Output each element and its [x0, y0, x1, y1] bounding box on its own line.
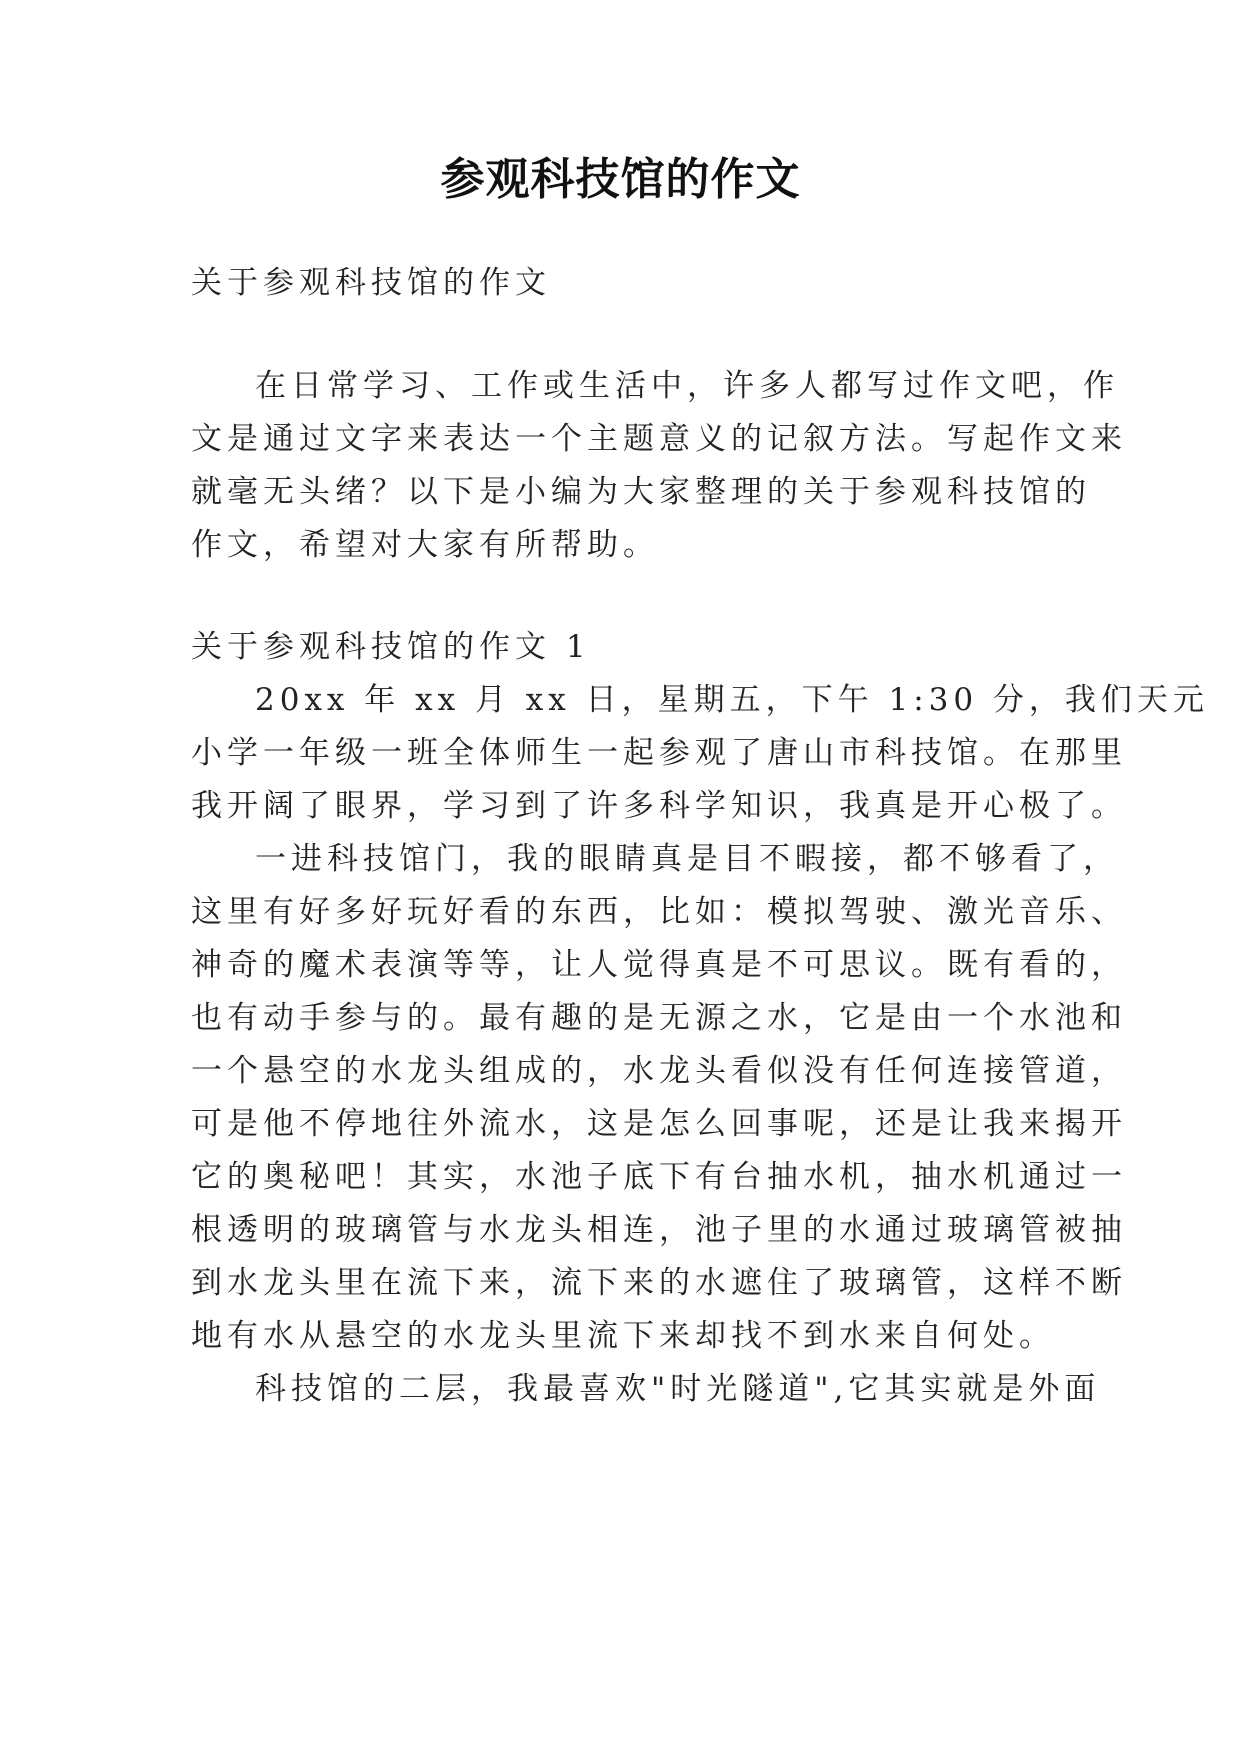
intro-line: 在日常学习、工作或生活中，许多人都写过作文吧，作: [255, 368, 1119, 404]
paragraph-line: 根透明的玻璃管与水龙头相连，池子里的水通过玻璃管被抽: [191, 1212, 1127, 1248]
paragraph-line: 科技馆的二层，我最喜欢"时光隧道",它其实就是外面: [255, 1371, 1101, 1407]
section-heading: 关于参观科技馆的作文 1: [191, 629, 591, 665]
paragraph-line: 20xx 年 xx 月 xx 日，星期五，下午 1:30 分，我们天元: [255, 682, 1209, 718]
paragraph-line: 神奇的魔术表演等等，让人觉得真是不可思议。既有看的，: [191, 947, 1127, 983]
paragraph-line: 地有水从悬空的水龙头里流下来却找不到水来自何处。: [191, 1318, 1055, 1354]
paragraph-line: 我开阔了眼界，学习到了许多科学知识，我真是开心极了。: [191, 788, 1127, 824]
paragraph-line: 到水龙头里在流下来，流下来的水遮住了玻璃管，这样不断: [191, 1265, 1127, 1301]
paragraph-line: 这里有好多好玩好看的东西，比如：模拟驾驶、激光音乐、: [191, 894, 1127, 930]
paragraph-line: 一个悬空的水龙头组成的，水龙头看似没有任何连接管道，: [191, 1053, 1127, 1089]
paragraph-line: 可是他不停地往外流水，这是怎么回事呢，还是让我来揭开: [191, 1106, 1127, 1142]
intro-line: 作文，希望对大家有所帮助。: [191, 527, 659, 563]
paragraph-line: 也有动手参与的。最有趣的是无源之水，它是由一个水池和: [191, 1000, 1127, 1036]
paragraph-line: 它的奥秘吧！其实，水池子底下有台抽水机，抽水机通过一: [191, 1159, 1127, 1195]
intro-line: 文是通过文字来表达一个主题意义的记叙方法。写起作文来: [191, 421, 1127, 457]
paragraph-line: 小学一年级一班全体师生一起参观了唐山市科技馆。在那里: [191, 735, 1127, 771]
intro-line: 就毫无头绪？以下是小编为大家整理的关于参观科技馆的: [191, 474, 1091, 510]
paragraph-line: 一进科技馆门，我的眼睛真是目不暇接，都不够看了，: [255, 841, 1119, 877]
document-title: 参观科技馆的作文: [440, 154, 801, 205]
subtitle: 关于参观科技馆的作文: [191, 265, 551, 301]
